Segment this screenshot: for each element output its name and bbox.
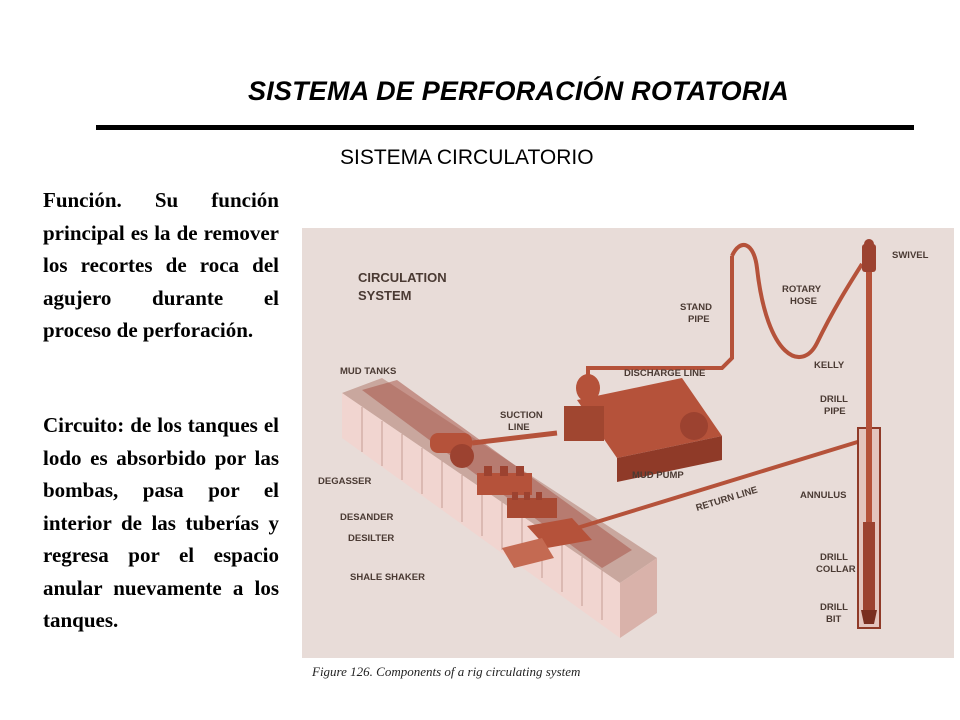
label-stand-pipe-1: STAND — [680, 302, 713, 313]
label-suction-line-2: LINE — [508, 422, 530, 433]
label-drill-bit-1: DRILL — [820, 602, 848, 613]
kelly-illustration — [866, 272, 872, 382]
label-kelly: KELLY — [814, 360, 845, 371]
label-desander: DESANDER — [340, 512, 394, 523]
label-return-line: RETURN LINE — [694, 484, 759, 514]
label-mud-pump: MUD PUMP — [632, 470, 684, 481]
label-drill-pipe-2: PIPE — [824, 406, 846, 417]
label-drill-collar-1: DRILL — [820, 552, 848, 563]
figure-heading-line1: CIRCULATION — [358, 270, 447, 285]
figure-heading-line2: SYSTEM — [358, 288, 412, 303]
label-rotary-hose-2: HOSE — [790, 296, 817, 307]
label-suction-line-1: SUCTION — [500, 410, 543, 421]
label-stand-pipe-2: PIPE — [688, 314, 710, 325]
label-annulus: ANNULUS — [800, 490, 847, 501]
swivel-illustration — [862, 239, 876, 272]
slide-subtitle: SISTEMA CIRCULATORIO — [340, 146, 594, 169]
label-drill-pipe-1: DRILL — [820, 394, 848, 405]
drill-collar-illustration — [863, 522, 875, 610]
label-drill-collar-2: COLLAR — [816, 564, 856, 575]
function-paragraph: Función. Su función principal es la de remover los recortes de roca del agujero durante el proceso de perforación. — [43, 188, 279, 342]
title-underline — [96, 125, 914, 130]
label-shale-shaker: SHALE SHAKER — [350, 572, 425, 583]
label-rotary-hose-1: ROTARY — [782, 284, 822, 295]
label-degasser: DEGASSER — [318, 476, 372, 487]
label-discharge-line: DISCHARGE LINE — [624, 368, 706, 379]
figure-caption: Figure 126. Components of a rig circulating system — [312, 664, 581, 679]
circuit-paragraph: Circuito: de los tanques el lodo es absorbido por las bombas, pasa por el interior de las tuberías y regresa por el espacio anular nuevamente a los tanques. — [43, 413, 279, 632]
label-desilter: DESILTER — [348, 533, 395, 544]
slide-title: SISTEMA DE PERFORACIÓN ROTATORIA — [248, 76, 789, 106]
circulation-system-figure — [302, 228, 954, 658]
label-swivel: SWIVEL — [892, 250, 929, 261]
desander-illustration — [477, 466, 532, 495]
drill-pipe-illustration — [866, 382, 872, 522]
label-drill-bit-2: BIT — [826, 614, 842, 625]
label-mud-tanks: MUD TANKS — [340, 366, 397, 377]
